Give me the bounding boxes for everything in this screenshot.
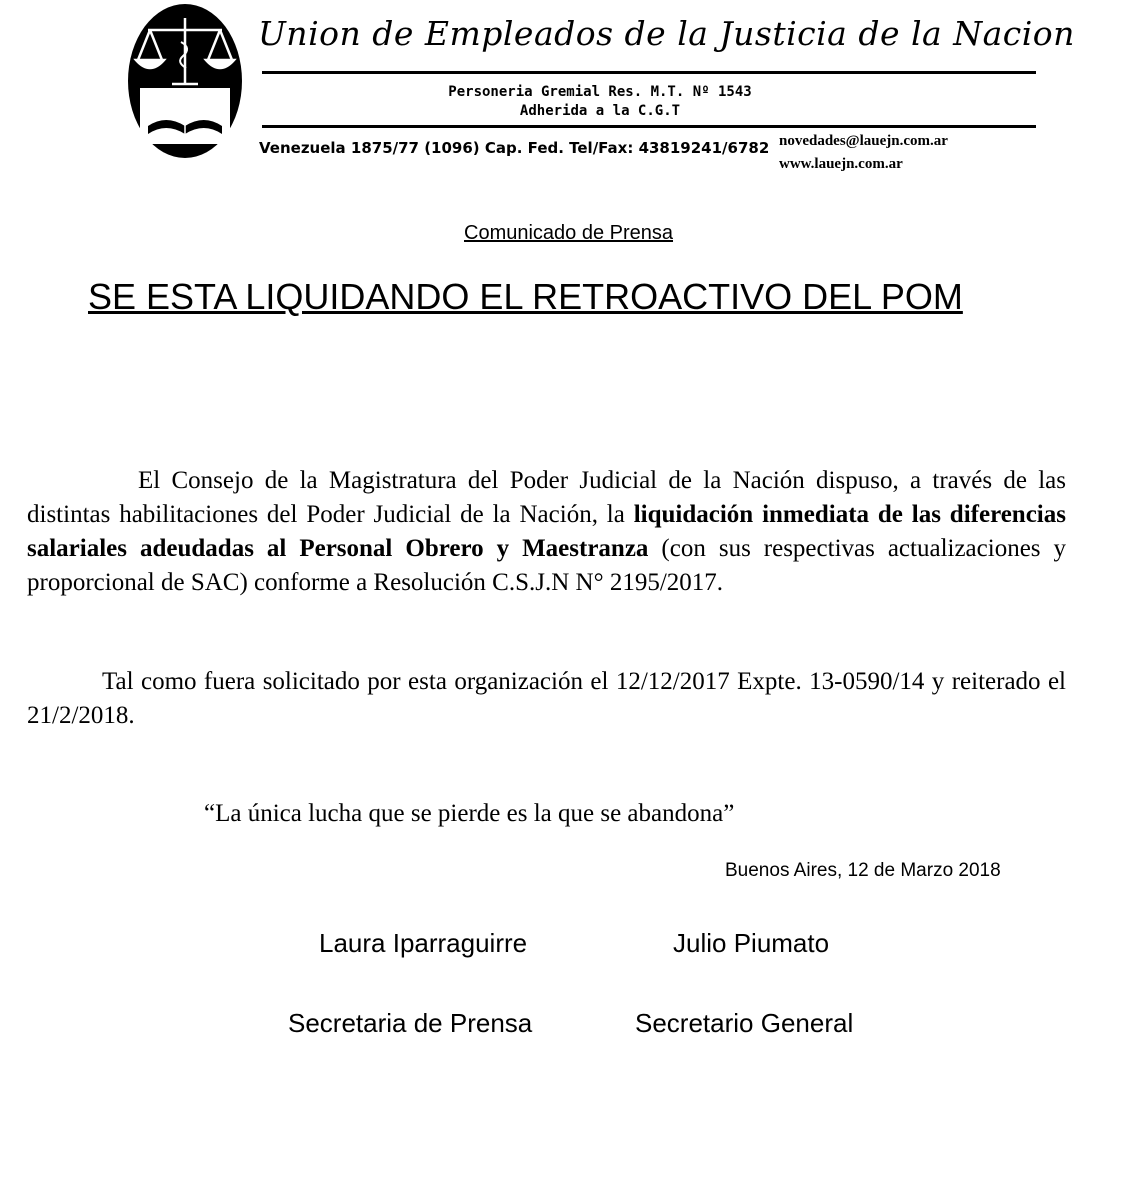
paragraph-1 [27, 464, 1066, 600]
closing-quote: “La única lucha que se pierde es la que se abandona” [204, 800, 735, 827]
header-rule-top [262, 71, 1036, 74]
scales-of-justice-emblem-icon [126, 2, 244, 160]
email-address: novedades@lauejn.com.ar [779, 133, 948, 149]
paragraph-2: Tal como fuera solicitado por esta organización el 12/12/2017 Expte. 13-0590/14 y reiterado el 21/2/2018. [27, 668, 1066, 729]
headline: SE ESTA LIQUIDANDO EL RETROACTIVO DEL POM [88, 276, 963, 317]
signatory-role-2: Secretario General [635, 1008, 854, 1038]
address-line: Venezuela 1875/77 (1096) Cap. Fed. Tel/Fax: 43819241/6782 [259, 139, 770, 157]
signatory-name-1: Laura Iparraguirre [319, 928, 528, 958]
signatory-name-2: Julio Piumato [673, 928, 830, 958]
dateline: Buenos Aires, 12 de Marzo 2018 [725, 860, 1001, 881]
paragraph-1-text-b: (con sus respectivas actualizaciones y proporcional de SAC) conforme a Resolución C.S.J.N N° 2195/2017. [27, 535, 1067, 596]
organization-name: Union de Empleados de la Justicia de la Nacion [258, 14, 1075, 53]
document-kicker: Comunicado de Prensa [464, 222, 674, 244]
affiliation-line: Adherida a la C.G.T [519, 103, 681, 119]
paragraph-1-text-a: El Consejo de la Magistratura del Poder Judicial de la Nación dispuso, a través de las distintas habilitaciones del Poder Judicial de la Nación, la [27, 467, 1066, 528]
registration-line: Personeria Gremial Res. M.T. Nº 1543 [448, 84, 752, 100]
website-address: www.lauejn.com.ar [779, 156, 903, 172]
signatory-role-1: Secretaria de Prensa [288, 1008, 533, 1038]
paragraph-1-bold: liquidación inmediata de las diferencias salariales adeudadas al Personal Obrero y Maestranza [27, 501, 1066, 562]
header-rule-bottom [262, 125, 1036, 128]
